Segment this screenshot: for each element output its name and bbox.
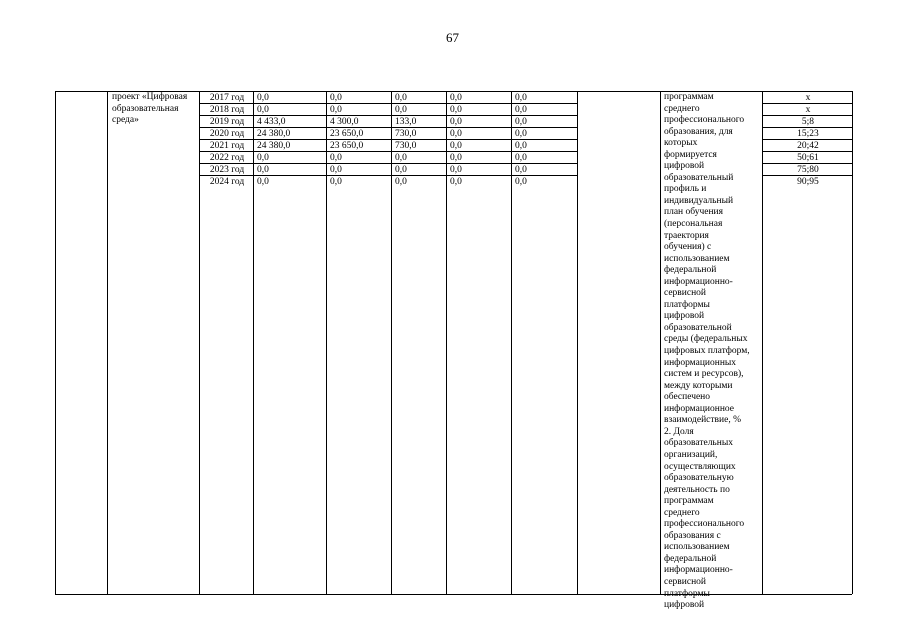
indicator-line: федеральной — [664, 553, 717, 564]
indicator-value-cell: x — [805, 93, 811, 103]
indicator-line: программам — [664, 92, 714, 102]
indicator-line: индивидуальный — [664, 195, 734, 206]
indicator-value-cell: x — [805, 105, 811, 115]
col-border — [852, 91, 853, 594]
indicator-line: цифровых платформ, — [664, 346, 750, 357]
indicator-line: деятельность по — [664, 484, 730, 495]
value-cell: 0,0 — [450, 117, 462, 127]
value-cell: 4 300,0 — [330, 117, 359, 127]
indicator-line: информационных — [664, 357, 737, 368]
col-border — [511, 91, 512, 594]
indicator-line: использованием — [664, 253, 730, 264]
value-cell: 4 433,0 — [257, 117, 286, 127]
value-cell: 730,0 — [395, 129, 417, 139]
indicator-line: образования, для — [664, 126, 733, 137]
value-cell: 0,0 — [515, 117, 527, 127]
indicator-line: план обучения — [664, 207, 724, 218]
value-cell: 0,0 — [450, 129, 462, 139]
value-cell: 730,0 — [395, 141, 417, 151]
project-name-line: среда» — [112, 115, 139, 126]
col-border — [446, 91, 447, 594]
year-cell: 2017 год — [209, 93, 245, 103]
year-cell: 2019 год — [209, 117, 245, 127]
indicator-line: образования с — [664, 530, 721, 541]
col-border — [762, 91, 763, 594]
col-border — [55, 91, 56, 594]
col-border — [199, 91, 200, 594]
year-cell: 2023 год — [209, 165, 245, 175]
value-cell: 0,0 — [330, 177, 342, 187]
value-cell: 0,0 — [515, 93, 527, 103]
indicator-line: 2. Доля — [664, 426, 694, 437]
value-cell: 133,0 — [395, 117, 417, 127]
indicator-value-cell: 90;95 — [797, 177, 819, 187]
value-cell: 0,0 — [515, 165, 527, 175]
indicator-line: платформы — [664, 299, 710, 310]
indicator-line: программам — [664, 496, 714, 507]
indicator-line: систем и ресурсов), — [664, 369, 744, 380]
indicator-line: образовательной — [664, 322, 732, 333]
indicator-line: осуществляющих — [664, 461, 736, 472]
value-cell: 0,0 — [450, 153, 462, 163]
indicator-line: образовательных — [664, 438, 733, 449]
value-cell: 0,0 — [257, 93, 269, 103]
value-cell: 24 380,0 — [257, 129, 291, 139]
indicator-line: формируется — [664, 149, 717, 160]
value-cell: 0,0 — [257, 165, 269, 175]
indicator-value-cell: 5;8 — [801, 117, 815, 127]
value-cell: 0,0 — [330, 93, 342, 103]
indicator-description-cell — [664, 92, 762, 612]
indicator-line: сервисной — [664, 576, 707, 587]
year-cell: 2020 год — [209, 129, 245, 139]
indicator-line: профиль и — [664, 184, 707, 195]
indicator-line: профессионального — [664, 115, 745, 126]
indicator-line: обучения) с — [664, 242, 712, 253]
indicator-line: организаций, — [664, 449, 718, 460]
col-border — [107, 91, 108, 594]
indicator-line: информационно- — [664, 565, 733, 576]
indicator-line: обеспечено — [664, 392, 711, 403]
value-cell: 0,0 — [515, 105, 527, 115]
col-border — [326, 91, 327, 594]
indicator-line: цифровой — [664, 311, 705, 322]
value-cell: 0,0 — [330, 105, 342, 115]
indicator-line: образовательную — [664, 473, 734, 484]
project-name-line: образовательная — [112, 103, 179, 114]
project-name-line: проект «Цифровая — [112, 92, 188, 102]
value-cell: 0,0 — [257, 105, 269, 115]
indicator-line: использованием — [664, 542, 730, 553]
value-cell: 24 380,0 — [257, 141, 291, 151]
value-cell: 0,0 — [450, 141, 462, 151]
year-cell: 2022 год — [209, 153, 245, 163]
indicator-line: цифровой — [664, 600, 705, 611]
col-border — [577, 91, 578, 594]
value-cell: 0,0 — [395, 153, 407, 163]
indicator-line: траектория — [664, 230, 709, 241]
col-border — [660, 91, 661, 594]
value-cell: 0,0 — [257, 153, 269, 163]
value-cell: 0,0 — [395, 105, 407, 115]
indicator-value-cell: 75;80 — [797, 165, 819, 175]
col-border — [391, 91, 392, 594]
value-cell: 0,0 — [450, 93, 462, 103]
indicator-value-cell: 20;42 — [797, 141, 819, 151]
value-cell: 0,0 — [450, 177, 462, 187]
year-cell: 2024 год — [209, 177, 245, 187]
indicator-line: среды (федеральных — [664, 334, 748, 345]
indicator-value-cell: 50;61 — [797, 153, 819, 163]
year-cell: 2021 год — [209, 141, 245, 151]
indicator-line: информационное — [664, 403, 735, 414]
value-cell: 0,0 — [515, 153, 527, 163]
page-number: 67 — [446, 30, 459, 45]
indicator-line: которых — [664, 138, 698, 149]
value-cell: 0,0 — [257, 177, 269, 187]
indicator-line: цифровой — [664, 161, 705, 172]
value-cell: 0,0 — [515, 177, 527, 187]
indicator-line: взаимодействие, % — [664, 415, 741, 426]
indicator-line: образовательный — [664, 172, 734, 183]
indicator-line: сервисной — [664, 288, 707, 299]
value-cell: 0,0 — [450, 105, 462, 115]
indicator-line: среднего — [664, 103, 700, 114]
indicator-line: платформы — [664, 588, 710, 599]
value-cell: 0,0 — [515, 129, 527, 139]
value-cell: 23 650,0 — [330, 129, 364, 139]
value-cell: 0,0 — [515, 141, 527, 151]
value-cell: 0,0 — [450, 165, 462, 175]
value-cell: 23 650,0 — [330, 141, 364, 151]
year-cell: 2018 год — [209, 105, 245, 115]
indicator-line: среднего — [664, 507, 700, 518]
indicator-line: информационно- — [664, 276, 733, 287]
value-cell: 0,0 — [395, 165, 407, 175]
value-cell: 0,0 — [330, 165, 342, 175]
value-cell: 0,0 — [330, 153, 342, 163]
indicator-value-cell: 15;23 — [797, 129, 819, 139]
col-border — [253, 91, 254, 594]
indicator-line: между которыми — [664, 380, 733, 391]
value-cell: 0,0 — [395, 93, 407, 103]
indicator-line: (персональная — [664, 219, 723, 230]
value-cell: 0,0 — [395, 177, 407, 187]
indicator-line: профессионального — [664, 519, 745, 530]
indicator-line: федеральной — [664, 265, 717, 276]
project-name-cell — [112, 92, 198, 127]
